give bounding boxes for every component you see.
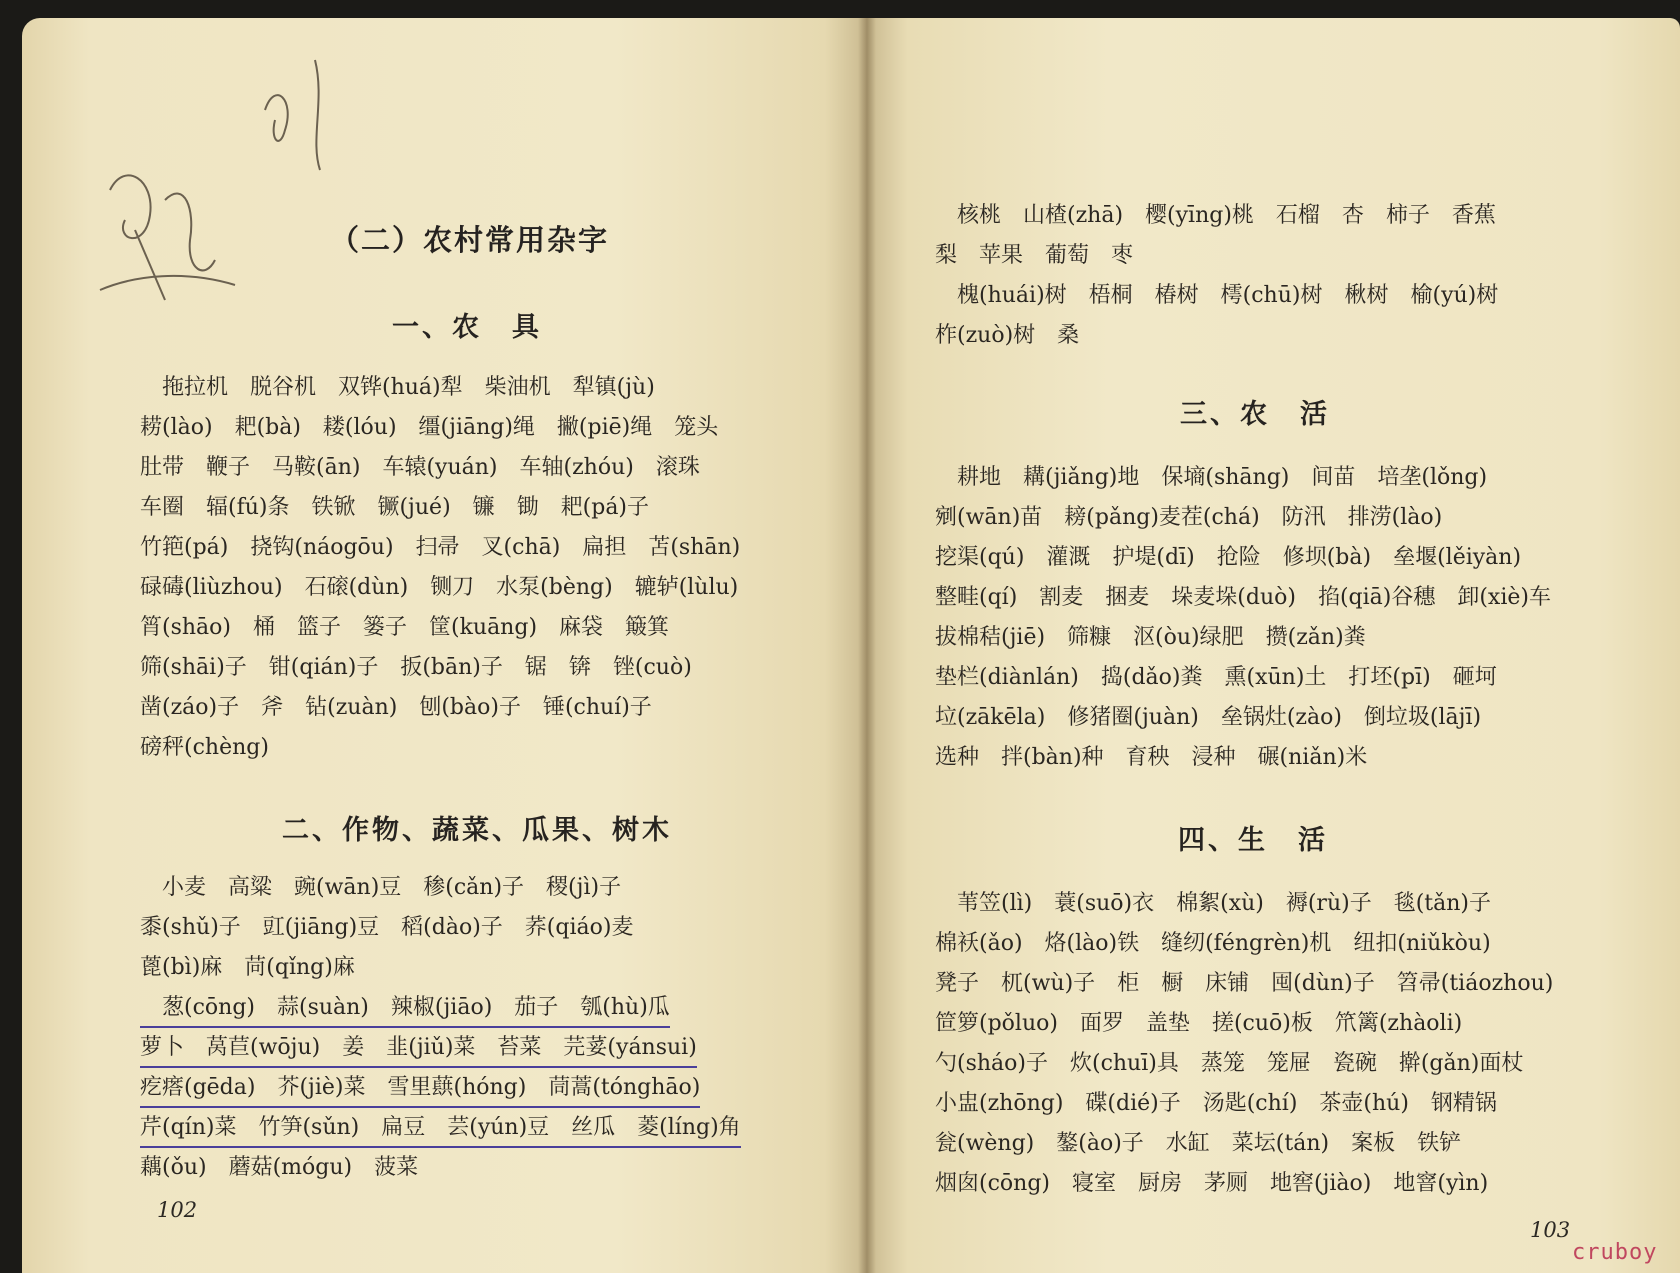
text-line: 梨 苹果 葡萄 枣 xyxy=(935,243,1134,268)
text-line: 核桃 山楂(zhā) 樱(yīng)桃 石榴 杏 柿子 香蕉 xyxy=(935,203,1496,228)
text-line: 垫栏(diànlán) 捣(dǎo)粪 熏(xūn)土 打坯(pī) 砸坷 xyxy=(935,665,1497,690)
text-line: 苇笠(lì) 蓑(suō)衣 棉絮(xù) 褥(rù)子 毯(tǎn)子 xyxy=(935,891,1491,916)
text-line: 耢(lào) 耙(bà) 耧(lóu) 缰(jiāng)绳 撇(piē)绳 笼头 xyxy=(140,415,719,440)
text-line: 瓮(wèng) 鏊(ào)子 水缸 菜坛(tán) 案板 铁铲 xyxy=(935,1131,1462,1156)
text-line: 烟囱(cōng) 寝室 厨房 茅厕 地窖(jiào) 地窨(yìn) xyxy=(935,1171,1489,1196)
text-line: 肚带 鞭子 马鞍(ān) 车辕(yuán) 车轴(zhóu) 滚珠 xyxy=(140,455,700,480)
text-line: 碌碡(liùzhou) 石磙(dùn) 铡刀 水泵(bèng) 辘轳(lùlu) xyxy=(140,575,739,600)
text-line: 筲(shāo) 桶 篮子 篓子 筐(kuāng) 麻袋 簸箕 xyxy=(140,615,670,640)
text-line: 槐(huái)树 梧桐 椿树 樗(chū)树 楸树 榆(yú)树 xyxy=(935,283,1499,308)
text-line: 小盅(zhōng) 碟(dié)子 汤匙(chí) 茶壶(hú) 钢精锅 xyxy=(935,1091,1497,1116)
daily-life-list xyxy=(935,884,1553,1204)
text-line: 耕地 耩(jiǎng)地 保墒(shāng) 间苗 培垄(lǒng) xyxy=(935,465,1488,490)
text-line: 萝卜 莴苣(wōju) 姜 韭(jiǔ)菜 苔菜 芫荽(yánsui) xyxy=(140,1028,741,1068)
text-line: 藕(ǒu) 蘑菇(mógu) 菠菜 xyxy=(140,1155,419,1180)
page-title: （二）农村常用杂字 xyxy=(330,223,610,257)
text-line: 蓖(bì)麻 苘(qǐng)麻 xyxy=(140,955,355,980)
text-line: 垃(zākēla) 修猪圈(juàn) 垒锅灶(zào) 倒垃圾(lājī) xyxy=(935,705,1482,730)
text-line: 车圈 辐(fú)条 铁锨 镢(jué) 镰 锄 耙(pá)子 xyxy=(140,495,650,520)
text-line: 凿(záo)子 斧 钻(zuàn) 刨(bào)子 锤(chuí)子 xyxy=(140,695,652,720)
watermark: cruboy xyxy=(1572,1240,1658,1265)
text-line: 芹(qín)菜 竹笋(sǔn) 扁豆 芸(yún)豆 丝瓜 菱(líng)角 xyxy=(140,1108,741,1148)
text-line: 剜(wān)苗 耪(pǎng)麦茬(chá) 防汛 排涝(lào) xyxy=(935,505,1443,530)
text-line: 拖拉机 脱谷机 双铧(huá)犁 柴油机 犁镇(jù) xyxy=(140,375,655,400)
text-line: 笸箩(pǒluo) 面罗 盖垫 搓(cuō)板 笊篱(zhàoli) xyxy=(935,1011,1463,1036)
page-number-left: 102 xyxy=(157,1198,198,1222)
text-line: 竹筢(pá) 挠钩(náogōu) 扫帚 叉(chā) 扁担 苫(shān) xyxy=(140,535,741,560)
section-heading-daily-life: 四、生 活 xyxy=(1178,825,1328,856)
page-number-right: 103 xyxy=(1530,1218,1571,1242)
tools-list xyxy=(140,368,740,768)
section-heading-tools: 一、农 具 xyxy=(392,312,542,343)
section-heading-crops: 二、作物、蔬菜、瓜果、树木 xyxy=(282,815,672,846)
text-line: 拔棉秸(jiē) 筛糠 沤(òu)绿肥 攒(zǎn)粪 xyxy=(935,625,1366,650)
text-line: 葱(cōng) 蒜(suàn) 辣椒(jiāo) 茄子 瓠(hù)瓜 xyxy=(140,988,741,1028)
text-line: 筛(shāi)子 钳(qián)子 扳(bān)子 锯 锛 锉(cuò) xyxy=(140,655,692,680)
text-line: 黍(shǔ)子 豇(jiāng)豆 稻(dào)子 荞(qiáo)麦 xyxy=(140,915,634,940)
pencil-scribble xyxy=(95,40,365,320)
text-line: 磅秤(chèng) xyxy=(140,735,269,760)
fruit-trees-list xyxy=(935,196,1498,356)
text-line: 挖渠(qú) 灌溉 护堤(dī) 抢险 修坝(bà) 垒堰(lěiyàn) xyxy=(935,545,1522,570)
section-heading-farmwork: 三、农 活 xyxy=(1180,399,1330,430)
book-gutter xyxy=(858,18,876,1273)
text-line: 选种 拌(bàn)种 育秧 浸种 碾(niǎn)米 xyxy=(935,745,1368,770)
text-line: 凳子 杌(wù)子 柜 橱 床铺 囤(dùn)子 笤帚(tiáozhou) xyxy=(935,971,1554,996)
farmwork-list xyxy=(935,458,1551,778)
text-line: 棉袄(ǎo) 烙(lào)铁 缝纫(féngrèn)机 纽扣(niǔkòu) xyxy=(935,931,1491,956)
text-line: 柞(zuò)树 桑 xyxy=(935,323,1080,348)
text-line: 勺(sháo)子 炊(chuī)具 蒸笼 笼屉 瓷碗 擀(gǎn)面杖 xyxy=(935,1051,1524,1076)
text-line: 疙瘩(gēda) 芥(jiè)菜 雪里蕻(hóng) 茼蒿(tónghāo) xyxy=(140,1068,741,1108)
crops-list xyxy=(140,868,741,1188)
text-line: 整畦(qí) 割麦 捆麦 垛麦垛(duò) 掐(qiā)谷穗 卸(xiè)车 xyxy=(935,585,1551,610)
text-line: 小麦 高粱 豌(wān)豆 䅟(cǎn)子 稷(jì)子 xyxy=(140,875,622,900)
